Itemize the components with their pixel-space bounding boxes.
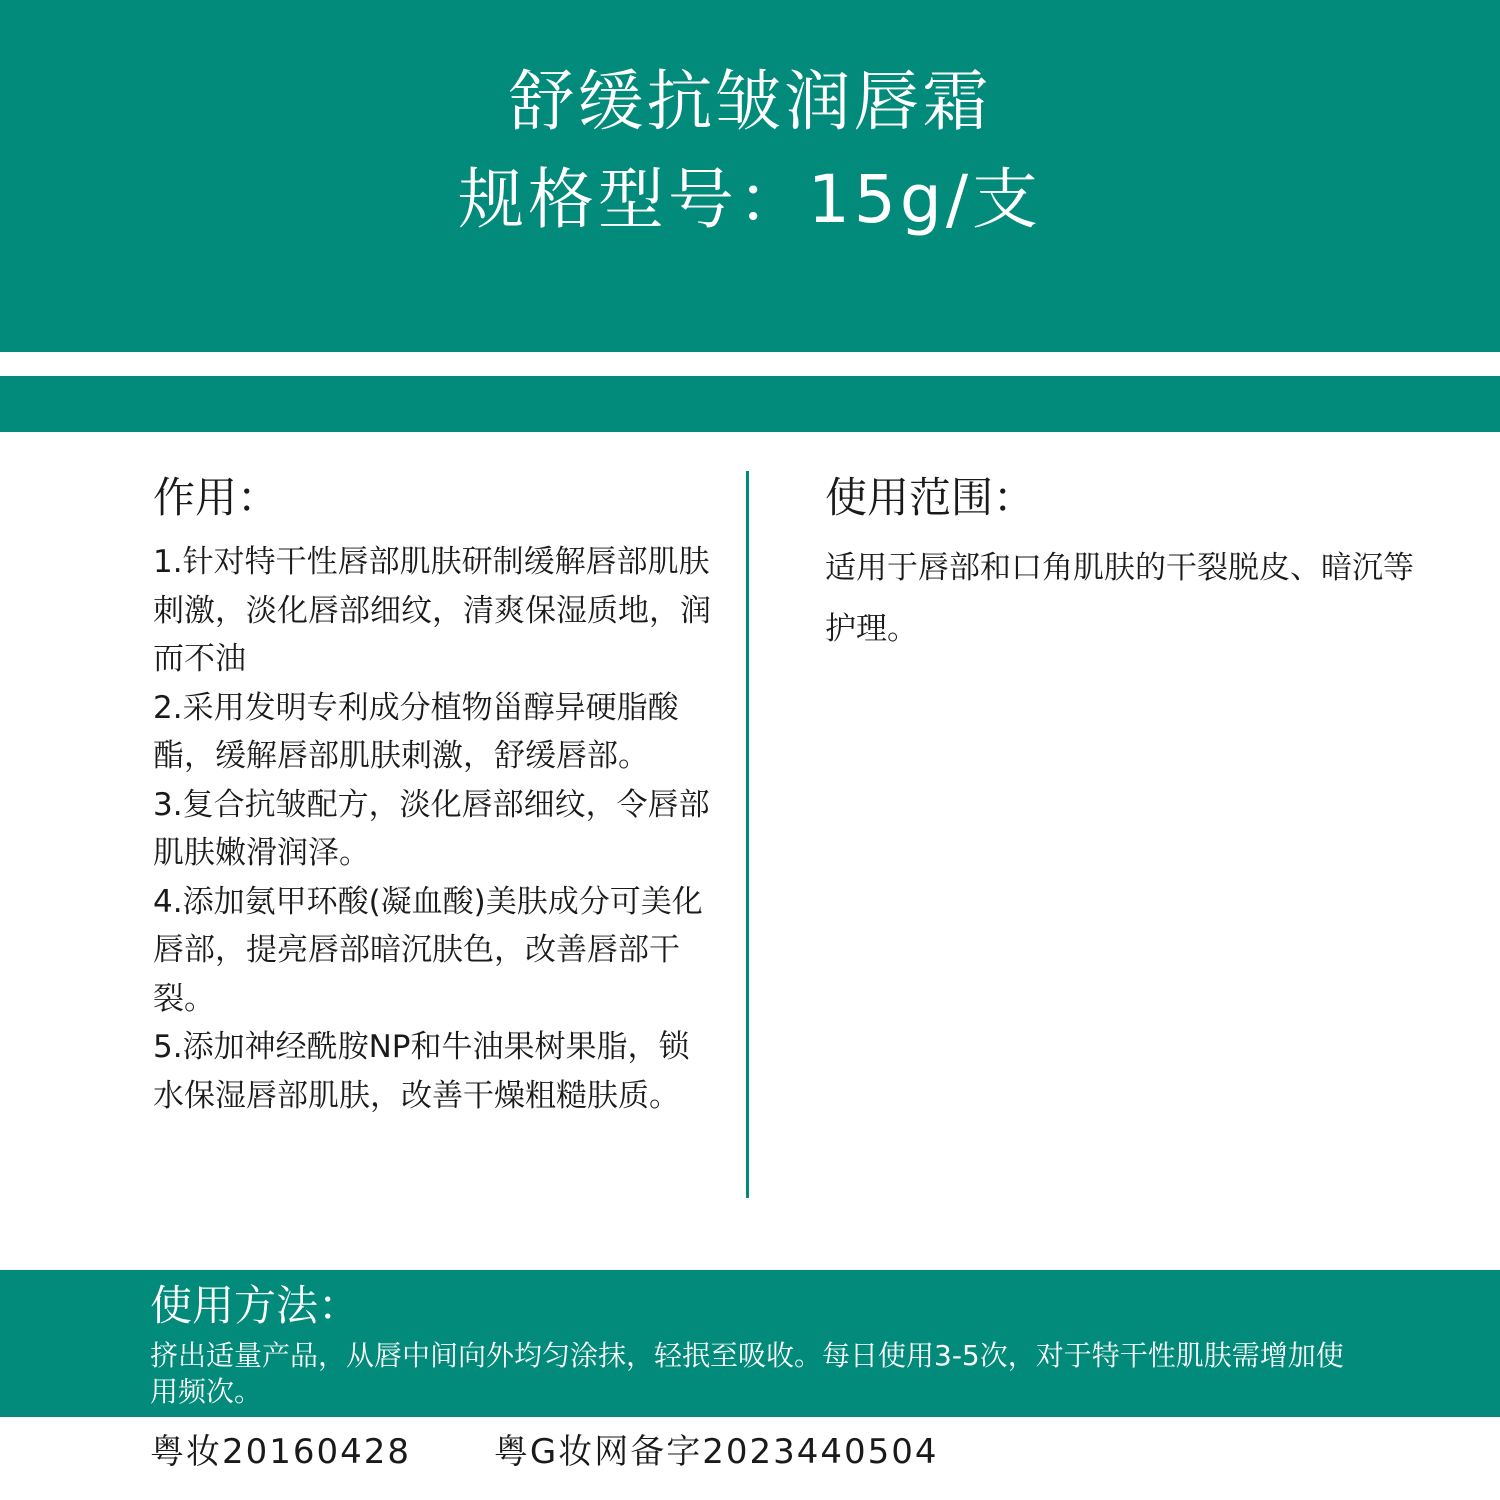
divider-band: [0, 376, 1500, 432]
scope-text: 适用于唇部和口角肌肤的干裂脱皮、暗沉等护理。: [825, 550, 1414, 647]
usage-heading: 使用方法：: [150, 1281, 361, 1330]
product-spec: 规格型号：15g/支: [457, 161, 1043, 238]
registration-footer: [150, 1428, 939, 1476]
effect-item-5: 5.添加神经酰胺NP和牛油果树果脂，锁水保湿唇部肌肤，改善干燥粗糙肤质。: [153, 1029, 690, 1114]
effect-item-3: 3.复合抗皱配方，淡化唇部细纹，令唇部肌肤嫩滑润泽。: [153, 786, 710, 871]
effect-item-1: 1.针对特干性唇部肌肤研制缓解唇部肌肤刺激，淡化唇部细纹，清爽保湿质地，润而不油: [153, 544, 711, 677]
scope-heading: 使用范围：: [825, 473, 1036, 522]
product-title: 舒缓抗皱润唇霜: [508, 63, 992, 140]
header-banner: [0, 0, 1500, 352]
usage-text: 挤出适量产品，从唇中间向外均匀涂抹，轻抿至吸收。每日使用3-5次，对于特干性肌肤需增加使用频次。: [150, 1339, 1344, 1408]
effects-section: [153, 470, 713, 1120]
scope-section: [825, 470, 1425, 660]
effect-item-4: 4.添加氨甲环酸(凝血酸)美肤成分可美化唇部，提亮唇部暗沉肤色，改善唇部干裂。: [153, 883, 703, 1017]
column-divider: [746, 471, 749, 1198]
usage-section: [0, 1270, 1500, 1417]
effects-heading: 作用：: [153, 473, 280, 522]
license-number: 粤妆20160428: [150, 1432, 412, 1472]
record-number: 粤G妆网备字2023440504: [493, 1432, 939, 1472]
effect-item-2: 2.采用发明专利成分植物甾醇异硬脂酸酯，缓解唇部肌肤刺激，舒缓唇部。: [153, 689, 679, 774]
